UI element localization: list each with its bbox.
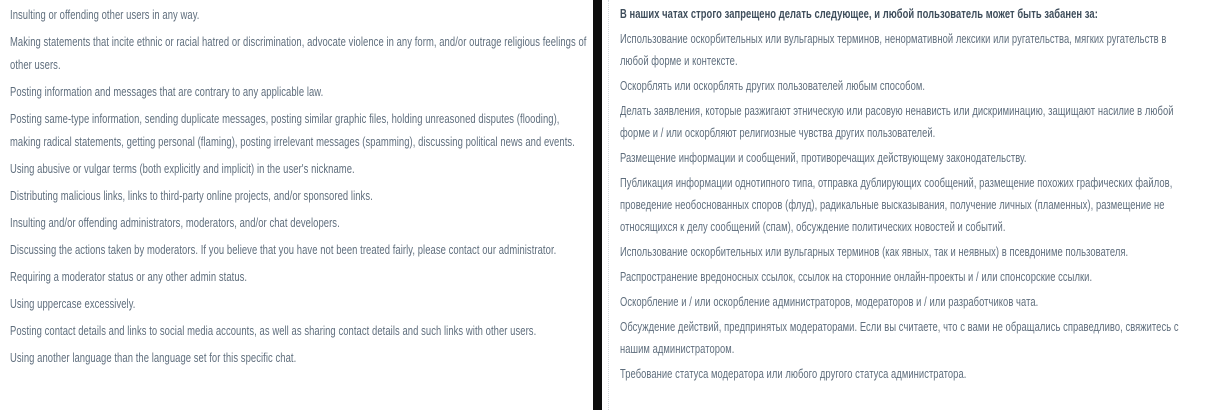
rules-heading: В наших чатах строго запрещено делать следующее, и любой пользователь может быть забанен за:	[620, 6, 1098, 21]
rule-paragraph: Insulting or offending other users in any way.	[10, 7, 200, 22]
rule-paragraph: Оскорбление и / или оскорбление администраторов, модераторов и / или разработчиков чата.	[620, 294, 1039, 309]
column-divider	[593, 0, 602, 410]
rules-column-english	[0, 0, 593, 410]
rule-paragraph: Using another language than the language set for this specific chat.	[10, 350, 297, 365]
rule-paragraph: Делать заявления, которые разжигают этническую или расовую ненависть или дискриминацию, защищают насилие в любой форме и / или оскорбляют религиозные чувства других пользователей.	[620, 103, 1174, 140]
rule-paragraph: Insulting and/or offending administrators, moderators, and/or chat developers.	[10, 215, 340, 230]
rule-paragraph: Making statements that incite ethnic or racial hatred or discrimination, advocate violence in any form, and/or outrage religious feelings of other users.	[10, 34, 587, 72]
rule-paragraph: Discussing the actions taken by moderators. If you believe that you have not been treated fairly, please contact our administrator.	[10, 242, 557, 257]
rule-paragraph: Оскорблять или оскорблять других пользователей любым способом.	[620, 78, 926, 93]
rule-paragraph: Posting contact details and links to social media accounts, as well as sharing contact details and such links with other users.	[10, 323, 537, 338]
rule-paragraph: Обсуждение действий, предпринятых модераторами. Если вы считаете, что с вами не обращались справедливо, свяжитесь с нашим администратором.	[620, 319, 1179, 356]
rule-paragraph: Требование статуса модератора или любого другого статуса администратора.	[620, 366, 967, 381]
rule-paragraph: Distributing malicious links, links to third-party online projects, and/or sponsored links.	[10, 188, 373, 203]
rule-paragraph: Использование оскорбительных или вульгарных терминов, ненормативной лексики или ругательства, мягких ругательств в любой форме и контексте.	[620, 31, 1167, 68]
rule-paragraph: Using uppercase excessively.	[10, 296, 136, 311]
rule-paragraph: Posting information and messages that are contrary to any applicable law.	[10, 84, 324, 99]
rule-paragraph: Использование оскорбительных или вульгарных терминов (как явных, так и неявных) в псевдониме пользователя.	[620, 244, 1129, 259]
rule-paragraph: Requiring a moderator status or any other admin status.	[10, 269, 248, 284]
rule-paragraph: Публикация информации однотипного типа, отправка дублирующих сообщений, размещение похожих графических файлов, проведение необоснованных споров (флуд), радикальные высказывания, получение личных (пламенных), размещение не относящихся к делу сообщений (спам), обсуждение политических новостей и событий.	[620, 175, 1173, 234]
english-rules-text	[10, 3, 590, 369]
rule-paragraph: Posting same-type information, sending duplicate messages, posting similar graphic files, holding unreasoned disputes (flooding), making radical statements, getting personal (flaming), posting irrelevant messages (spamming), discussing political news and events.	[10, 111, 575, 149]
rule-paragraph: Распространение вредоносных ссылок, ссылок на сторонние онлайн-проекты и / или спонсорские ссылки.	[620, 269, 1093, 284]
rule-paragraph: Размещение информации и сообщений, противоречащих действующему законодательству.	[620, 150, 1027, 165]
russian-rules-text	[620, 3, 1189, 385]
rules-column-russian	[608, 0, 1207, 410]
rule-paragraph: Using abusive or vulgar terms (both explicitly and implicit) in the user's nickname.	[10, 161, 355, 176]
